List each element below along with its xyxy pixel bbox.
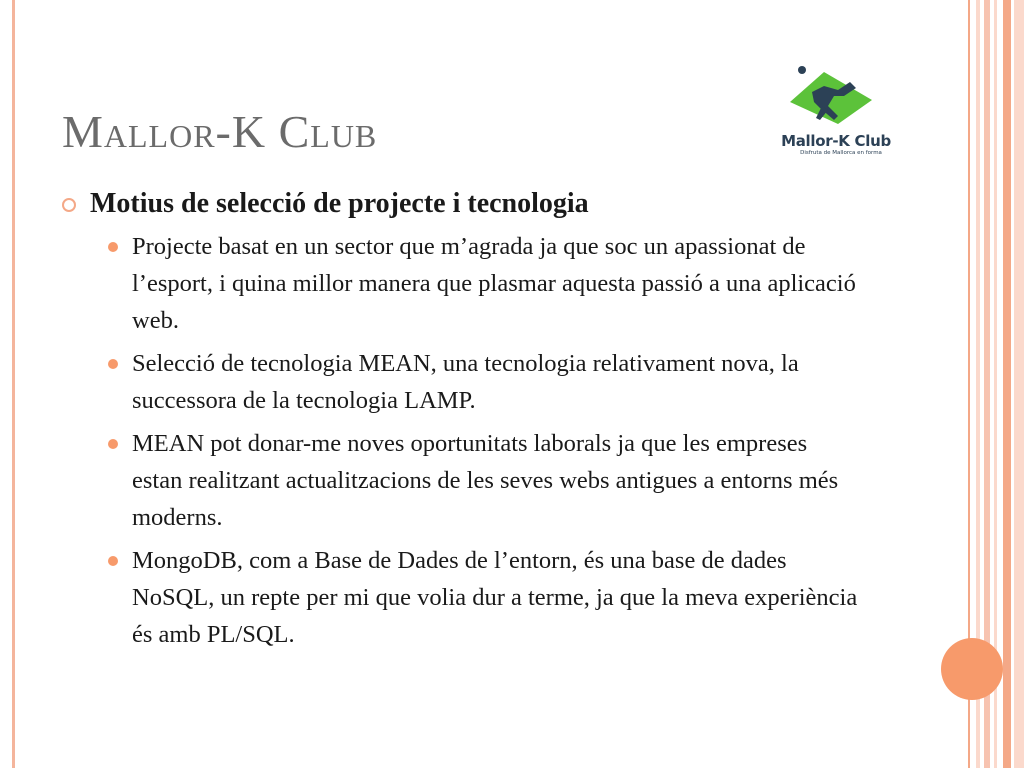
list-item	[104, 228, 862, 339]
bullet-dot-icon	[108, 556, 118, 566]
bullet-dot-icon	[108, 439, 118, 449]
heading-row	[62, 188, 862, 220]
list-item-text: Selecció de tecnologia MEAN, una tecnologia relativament nova, la successora de la tecnologia LAMP.	[132, 350, 799, 414]
bullet-dot-icon	[108, 242, 118, 252]
decorative-circle	[941, 638, 1003, 700]
logo-name: Mallor-K Club	[781, 132, 891, 150]
logo-tagline: Disfruta de Mallorca en forma	[800, 150, 882, 156]
list-item	[104, 345, 862, 419]
heading-bullet-icon	[62, 198, 76, 212]
list-item-text: MEAN pot donar-me noves oportunitats laborals ja que les empreses estan realitzant actualitzacions de les seves webs antigues a entorns més moderns.	[132, 430, 839, 531]
list-item	[104, 542, 862, 653]
section-heading: Motius de selecció de projecte i tecnologia	[90, 188, 589, 219]
bullet-dot-icon	[108, 359, 118, 369]
club-logo	[772, 62, 900, 162]
list-item-text: Projecte basat en un sector que m’agrada ja que soc un apassionat de l’esport, i quina millor manera que plasmar aquesta passió a una aplicació web.	[132, 233, 856, 334]
left-border-line	[12, 0, 15, 768]
club-logo-icon	[772, 62, 900, 134]
list-item-text: MongoDB, com a Base de Dades de l’entorn, és una base de dades NoSQL, un repte per mi que volia dur a terme, ja que la meva experiència és amb PL/SQL.	[132, 547, 858, 648]
slide-content	[62, 188, 862, 659]
list-item	[104, 425, 862, 536]
slide-title: Mallor-K Club	[62, 106, 378, 157]
bullet-list	[62, 228, 862, 653]
